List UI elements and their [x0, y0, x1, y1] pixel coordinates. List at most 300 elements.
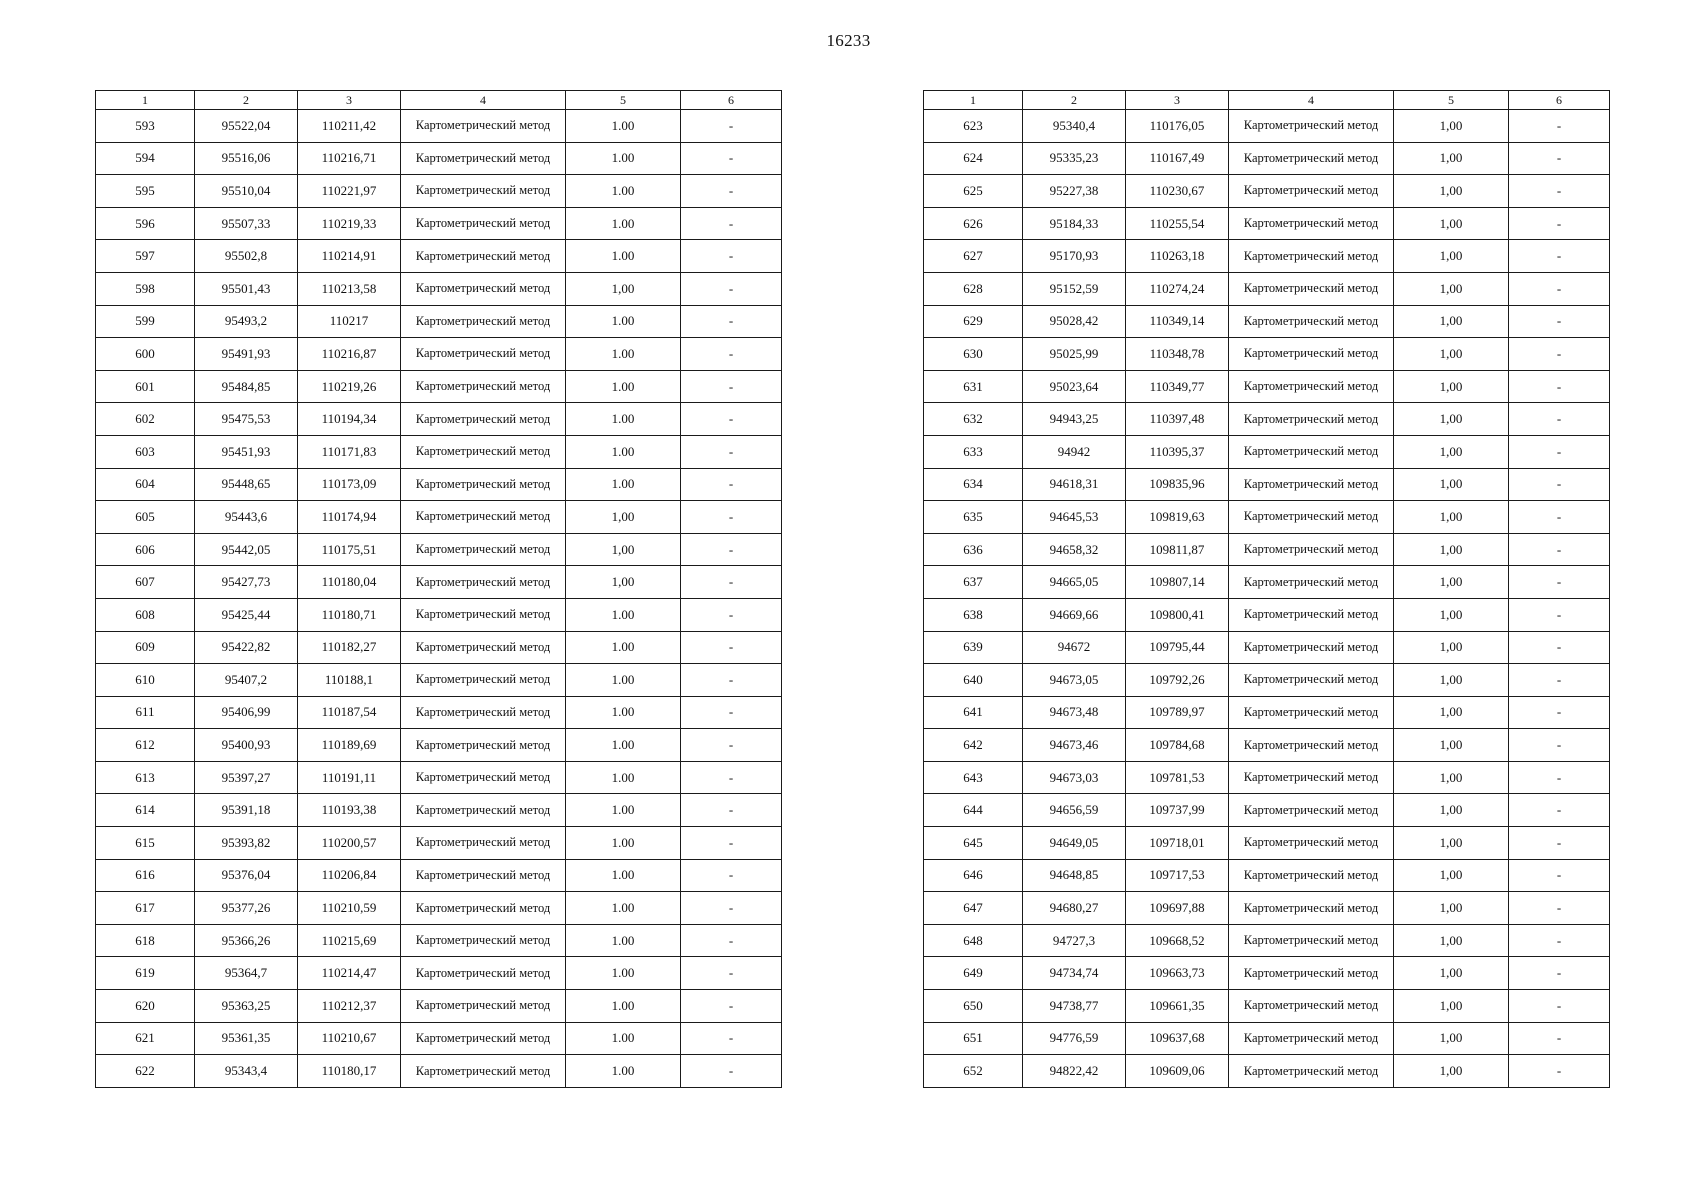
method-cell: Картометрический метод: [401, 240, 566, 273]
method-cell: Картометрический метод: [1229, 272, 1394, 305]
method-cell: Картометрический метод: [1229, 435, 1394, 468]
description-cell: -: [681, 305, 782, 338]
y-coordinate-cell: 109781,53: [1126, 761, 1229, 794]
method-cell: Картометрический метод: [401, 338, 566, 371]
x-coordinate-cell: 94645,53: [1023, 501, 1126, 534]
method-cell: Картометрический метод: [1229, 859, 1394, 892]
description-cell: -: [1509, 696, 1610, 729]
y-coordinate-cell: 109637,68: [1126, 1022, 1229, 1055]
x-coordinate-cell: 95484,85: [195, 370, 298, 403]
description-cell: -: [681, 664, 782, 697]
method-cell: Картометрический метод: [401, 761, 566, 794]
method-cell: Картометрический метод: [1229, 827, 1394, 860]
method-cell: Картометрический метод: [401, 207, 566, 240]
table-row: [924, 924, 1610, 957]
y-coordinate-cell: 110219,26: [298, 370, 401, 403]
accuracy-cell: 1.00: [566, 892, 681, 925]
method-cell: Картометрический метод: [401, 598, 566, 631]
table-row: [924, 566, 1610, 599]
description-cell: -: [1509, 566, 1610, 599]
y-coordinate-cell: 110221,97: [298, 175, 401, 208]
y-coordinate-cell: 110176,05: [1126, 110, 1229, 143]
accuracy-cell: 1.00: [566, 305, 681, 338]
x-coordinate-cell: 95475,53: [195, 403, 298, 436]
method-cell: Картометрический метод: [1229, 370, 1394, 403]
table-row: [924, 272, 1610, 305]
x-coordinate-cell: 95393,82: [195, 827, 298, 860]
method-cell: Картометрический метод: [1229, 598, 1394, 631]
accuracy-cell: 1,00: [1394, 729, 1509, 762]
method-cell: Картометрический метод: [401, 957, 566, 990]
accuracy-cell: 1,00: [1394, 338, 1509, 371]
y-coordinate-cell: 110189,69: [298, 729, 401, 762]
accuracy-cell: 1,00: [1394, 370, 1509, 403]
point-number-cell: 633: [924, 435, 1023, 468]
point-number-cell: 646: [924, 859, 1023, 892]
y-coordinate-cell: 109661,35: [1126, 990, 1229, 1023]
table-row: [96, 664, 782, 697]
x-coordinate-cell: 95227,38: [1023, 175, 1126, 208]
coordinates-table-left: [95, 90, 782, 1088]
accuracy-cell: 1,00: [1394, 566, 1509, 599]
x-coordinate-cell: 95391,18: [195, 794, 298, 827]
column-header: 1: [96, 91, 195, 110]
accuracy-cell: 1.00: [566, 859, 681, 892]
point-number-cell: 650: [924, 990, 1023, 1023]
method-cell: Картометрический метод: [1229, 729, 1394, 762]
accuracy-cell: 1,00: [1394, 207, 1509, 240]
x-coordinate-cell: 95170,93: [1023, 240, 1126, 273]
table-row: [924, 142, 1610, 175]
x-coordinate-cell: 95406,99: [195, 696, 298, 729]
point-number-cell: 593: [96, 110, 195, 143]
description-cell: -: [681, 827, 782, 860]
table-row: [924, 533, 1610, 566]
y-coordinate-cell: 109718,01: [1126, 827, 1229, 860]
x-coordinate-cell: 94665,05: [1023, 566, 1126, 599]
method-cell: Картометрический метод: [1229, 142, 1394, 175]
description-cell: -: [1509, 664, 1610, 697]
x-coordinate-cell: 95343,4: [195, 1055, 298, 1088]
accuracy-cell: 1.00: [566, 664, 681, 697]
description-cell: -: [1509, 240, 1610, 273]
y-coordinate-cell: 110206,84: [298, 859, 401, 892]
point-number-cell: 602: [96, 403, 195, 436]
y-coordinate-cell: 109800,41: [1126, 598, 1229, 631]
x-coordinate-cell: 95501,43: [195, 272, 298, 305]
point-number-cell: 635: [924, 501, 1023, 534]
table-row: [96, 827, 782, 860]
y-coordinate-cell: 110200,57: [298, 827, 401, 860]
x-coordinate-cell: 95407,2: [195, 664, 298, 697]
accuracy-cell: 1,00: [566, 272, 681, 305]
table-row: [96, 761, 782, 794]
method-cell: Картометрический метод: [1229, 664, 1394, 697]
method-cell: Картометрический метод: [1229, 631, 1394, 664]
point-number-cell: 611: [96, 696, 195, 729]
table-row: [96, 729, 782, 762]
y-coordinate-cell: 109668,52: [1126, 924, 1229, 957]
method-cell: Картометрический метод: [1229, 533, 1394, 566]
x-coordinate-cell: 95448,65: [195, 468, 298, 501]
y-coordinate-cell: 110263,18: [1126, 240, 1229, 273]
method-cell: Картометрический метод: [1229, 566, 1394, 599]
table-body-right: [924, 110, 1610, 1088]
method-cell: Картометрический метод: [401, 794, 566, 827]
table-row: [96, 859, 782, 892]
accuracy-cell: 1,00: [1394, 272, 1509, 305]
method-cell: Картометрический метод: [1229, 501, 1394, 534]
table-row: [924, 598, 1610, 631]
accuracy-cell: 1,00: [1394, 990, 1509, 1023]
table-row: [96, 533, 782, 566]
point-number-cell: 639: [924, 631, 1023, 664]
y-coordinate-cell: 110217: [298, 305, 401, 338]
description-cell: -: [1509, 533, 1610, 566]
table-row: [96, 240, 782, 273]
x-coordinate-cell: 94738,77: [1023, 990, 1126, 1023]
description-cell: -: [681, 240, 782, 273]
column-header: 4: [1229, 91, 1394, 110]
table-row: [924, 403, 1610, 436]
y-coordinate-cell: 110212,37: [298, 990, 401, 1023]
point-number-cell: 645: [924, 827, 1023, 860]
accuracy-cell: 1,00: [1394, 240, 1509, 273]
accuracy-cell: 1,00: [1394, 533, 1509, 566]
x-coordinate-cell: 95427,73: [195, 566, 298, 599]
description-cell: -: [1509, 175, 1610, 208]
table-row: [96, 566, 782, 599]
method-cell: Картометрический метод: [1229, 338, 1394, 371]
x-coordinate-cell: 95397,27: [195, 761, 298, 794]
column-header: 4: [401, 91, 566, 110]
accuracy-cell: 1,00: [566, 533, 681, 566]
column-header: 5: [566, 91, 681, 110]
description-cell: -: [1509, 827, 1610, 860]
y-coordinate-cell: 110194,34: [298, 403, 401, 436]
description-cell: -: [681, 207, 782, 240]
y-coordinate-cell: 110180,71: [298, 598, 401, 631]
method-cell: Картометрический метод: [401, 175, 566, 208]
point-number-cell: 615: [96, 827, 195, 860]
point-number-cell: 622: [96, 1055, 195, 1088]
accuracy-cell: 1,00: [1394, 761, 1509, 794]
column-header: 5: [1394, 91, 1509, 110]
method-cell: Картометрический метод: [401, 696, 566, 729]
y-coordinate-cell: 110213,58: [298, 272, 401, 305]
point-number-cell: 612: [96, 729, 195, 762]
x-coordinate-cell: 94734,74: [1023, 957, 1126, 990]
accuracy-cell: 1,00: [566, 566, 681, 599]
description-cell: -: [681, 533, 782, 566]
x-coordinate-cell: 94776,59: [1023, 1022, 1126, 1055]
method-cell: Картометрический метод: [1229, 110, 1394, 143]
accuracy-cell: 1.00: [566, 1055, 681, 1088]
description-cell: -: [1509, 990, 1610, 1023]
method-cell: Картометрический метод: [401, 631, 566, 664]
accuracy-cell: 1.00: [566, 468, 681, 501]
point-number-cell: 647: [924, 892, 1023, 925]
method-cell: Картометрический метод: [401, 501, 566, 534]
description-cell: -: [681, 501, 782, 534]
y-coordinate-cell: 110180,04: [298, 566, 401, 599]
accuracy-cell: 1.00: [566, 110, 681, 143]
x-coordinate-cell: 95443,6: [195, 501, 298, 534]
accuracy-cell: 1.00: [566, 761, 681, 794]
accuracy-cell: 1,00: [1394, 501, 1509, 534]
column-header: 6: [681, 91, 782, 110]
point-number-cell: 608: [96, 598, 195, 631]
method-cell: Картометрический метод: [1229, 924, 1394, 957]
point-number-cell: 634: [924, 468, 1023, 501]
table-row: [924, 729, 1610, 762]
x-coordinate-cell: 94727,3: [1023, 924, 1126, 957]
point-number-cell: 644: [924, 794, 1023, 827]
method-cell: Картометрический метод: [401, 305, 566, 338]
accuracy-cell: 1.00: [566, 696, 681, 729]
table-row: [96, 468, 782, 501]
x-coordinate-cell: 95335,23: [1023, 142, 1126, 175]
method-cell: Картометрический метод: [1229, 207, 1394, 240]
method-cell: Картометрический метод: [401, 729, 566, 762]
point-number-cell: 643: [924, 761, 1023, 794]
accuracy-cell: 1,00: [1394, 1022, 1509, 1055]
description-cell: -: [681, 598, 782, 631]
y-coordinate-cell: 110173,09: [298, 468, 401, 501]
point-number-cell: 594: [96, 142, 195, 175]
point-number-cell: 596: [96, 207, 195, 240]
description-cell: -: [681, 859, 782, 892]
description-cell: -: [1509, 338, 1610, 371]
accuracy-cell: 1.00: [566, 338, 681, 371]
table-row: [96, 175, 782, 208]
point-number-cell: 601: [96, 370, 195, 403]
method-cell: Картометрический метод: [1229, 468, 1394, 501]
x-coordinate-cell: 95510,04: [195, 175, 298, 208]
y-coordinate-cell: 110215,69: [298, 924, 401, 957]
table-row: [96, 403, 782, 436]
description-cell: -: [681, 338, 782, 371]
y-coordinate-cell: 110210,67: [298, 1022, 401, 1055]
point-number-cell: 598: [96, 272, 195, 305]
x-coordinate-cell: 95493,2: [195, 305, 298, 338]
description-cell: -: [1509, 207, 1610, 240]
x-coordinate-cell: 94673,46: [1023, 729, 1126, 762]
method-cell: Картометрический метод: [401, 1055, 566, 1088]
y-coordinate-cell: 110349,14: [1126, 305, 1229, 338]
accuracy-cell: 1,00: [1394, 664, 1509, 697]
y-coordinate-cell: 110397,48: [1126, 403, 1229, 436]
y-coordinate-cell: 110174,94: [298, 501, 401, 534]
description-cell: -: [1509, 957, 1610, 990]
y-coordinate-cell: 110193,38: [298, 794, 401, 827]
method-cell: Картометрический метод: [401, 664, 566, 697]
table-row: [96, 924, 782, 957]
table-row: [96, 338, 782, 371]
description-cell: -: [681, 794, 782, 827]
method-cell: Картометрический метод: [1229, 1055, 1394, 1088]
y-coordinate-cell: 110214,91: [298, 240, 401, 273]
y-coordinate-cell: 110255,54: [1126, 207, 1229, 240]
method-cell: Картометрический метод: [401, 468, 566, 501]
point-number-cell: 637: [924, 566, 1023, 599]
table-row: [924, 631, 1610, 664]
y-coordinate-cell: 110175,51: [298, 533, 401, 566]
description-cell: -: [681, 110, 782, 143]
x-coordinate-cell: 95028,42: [1023, 305, 1126, 338]
x-coordinate-cell: 94648,85: [1023, 859, 1126, 892]
accuracy-cell: 1,00: [1394, 827, 1509, 860]
table-row: [924, 1055, 1610, 1088]
x-coordinate-cell: 95023,64: [1023, 370, 1126, 403]
accuracy-cell: 1,00: [1394, 631, 1509, 664]
description-cell: -: [681, 468, 782, 501]
x-coordinate-cell: 94656,59: [1023, 794, 1126, 827]
table-row: [96, 990, 782, 1023]
point-number-cell: 603: [96, 435, 195, 468]
description-cell: -: [1509, 729, 1610, 762]
y-coordinate-cell: 110348,78: [1126, 338, 1229, 371]
accuracy-cell: 1.00: [566, 240, 681, 273]
accuracy-cell: 1.00: [566, 990, 681, 1023]
description-cell: -: [681, 631, 782, 664]
table-row: [96, 435, 782, 468]
description-cell: -: [681, 1055, 782, 1088]
accuracy-cell: 1.00: [566, 142, 681, 175]
coordinates-table-right: [923, 90, 1610, 1088]
table-header-row: [924, 91, 1610, 110]
method-cell: Картометрический метод: [401, 533, 566, 566]
table-row: [96, 501, 782, 534]
table-row: [96, 272, 782, 305]
accuracy-cell: 1.00: [566, 435, 681, 468]
description-cell: -: [1509, 272, 1610, 305]
y-coordinate-cell: 110216,87: [298, 338, 401, 371]
table-row: [96, 207, 782, 240]
y-coordinate-cell: 110167,49: [1126, 142, 1229, 175]
description-cell: -: [1509, 631, 1610, 664]
x-coordinate-cell: 95364,7: [195, 957, 298, 990]
description-cell: -: [681, 175, 782, 208]
point-number-cell: 613: [96, 761, 195, 794]
method-cell: Картометрический метод: [1229, 403, 1394, 436]
point-number-cell: 625: [924, 175, 1023, 208]
description-cell: -: [681, 696, 782, 729]
x-coordinate-cell: 94673,48: [1023, 696, 1126, 729]
x-coordinate-cell: 94942: [1023, 435, 1126, 468]
method-cell: Картометрический метод: [401, 859, 566, 892]
method-cell: Картометрический метод: [1229, 1022, 1394, 1055]
table-row: [924, 794, 1610, 827]
table-row: [924, 110, 1610, 143]
x-coordinate-cell: 95425,44: [195, 598, 298, 631]
y-coordinate-cell: 110211,42: [298, 110, 401, 143]
table-row: [96, 598, 782, 631]
y-coordinate-cell: 109697,88: [1126, 892, 1229, 925]
point-number-cell: 630: [924, 338, 1023, 371]
column-header: 3: [1126, 91, 1229, 110]
table-row: [96, 1022, 782, 1055]
method-cell: Картометрический метод: [401, 370, 566, 403]
table-row: [96, 370, 782, 403]
method-cell: Картометрический метод: [401, 1022, 566, 1055]
description-cell: -: [681, 761, 782, 794]
description-cell: -: [681, 435, 782, 468]
accuracy-cell: 1.00: [566, 403, 681, 436]
x-coordinate-cell: 95340,4: [1023, 110, 1126, 143]
accuracy-cell: 1,00: [1394, 696, 1509, 729]
y-coordinate-cell: 110210,59: [298, 892, 401, 925]
point-number-cell: 610: [96, 664, 195, 697]
method-cell: Картометрический метод: [1229, 305, 1394, 338]
point-number-cell: 648: [924, 924, 1023, 957]
x-coordinate-cell: 95491,93: [195, 338, 298, 371]
description-cell: -: [1509, 403, 1610, 436]
x-coordinate-cell: 95522,04: [195, 110, 298, 143]
accuracy-cell: 1.00: [566, 794, 681, 827]
description-cell: -: [1509, 305, 1610, 338]
accuracy-cell: 1.00: [566, 924, 681, 957]
point-number-cell: 597: [96, 240, 195, 273]
y-coordinate-cell: 109737,99: [1126, 794, 1229, 827]
point-number-cell: 616: [96, 859, 195, 892]
point-number-cell: 652: [924, 1055, 1023, 1088]
accuracy-cell: 1,00: [1394, 468, 1509, 501]
accuracy-cell: 1,00: [566, 501, 681, 534]
x-coordinate-cell: 95507,33: [195, 207, 298, 240]
description-cell: -: [681, 990, 782, 1023]
x-coordinate-cell: 94673,05: [1023, 664, 1126, 697]
accuracy-cell: 1,00: [1394, 110, 1509, 143]
method-cell: Картометрический метод: [401, 272, 566, 305]
description-cell: -: [681, 924, 782, 957]
column-header: 1: [924, 91, 1023, 110]
x-coordinate-cell: 95184,33: [1023, 207, 1126, 240]
table-row: [96, 305, 782, 338]
y-coordinate-cell: 109795,44: [1126, 631, 1229, 664]
accuracy-cell: 1.00: [566, 631, 681, 664]
x-coordinate-cell: 95363,25: [195, 990, 298, 1023]
y-coordinate-cell: 110219,33: [298, 207, 401, 240]
table-body-left: [96, 110, 782, 1088]
point-number-cell: 605: [96, 501, 195, 534]
description-cell: -: [681, 566, 782, 599]
table-row: [924, 468, 1610, 501]
point-number-cell: 609: [96, 631, 195, 664]
method-cell: Картометрический метод: [401, 924, 566, 957]
accuracy-cell: 1.00: [566, 175, 681, 208]
table-row: [924, 338, 1610, 371]
table-row: [924, 957, 1610, 990]
y-coordinate-cell: 109835,96: [1126, 468, 1229, 501]
y-coordinate-cell: 109811,87: [1126, 533, 1229, 566]
method-cell: Картометрический метод: [401, 990, 566, 1023]
point-number-cell: 623: [924, 110, 1023, 143]
method-cell: Картометрический метод: [401, 827, 566, 860]
accuracy-cell: 1,00: [1394, 924, 1509, 957]
table-row: [96, 1055, 782, 1088]
y-coordinate-cell: 109663,73: [1126, 957, 1229, 990]
method-cell: Картометрический метод: [1229, 175, 1394, 208]
point-number-cell: 628: [924, 272, 1023, 305]
accuracy-cell: 1.00: [566, 729, 681, 762]
column-header: 3: [298, 91, 401, 110]
x-coordinate-cell: 94672: [1023, 631, 1126, 664]
method-cell: Картометрический метод: [401, 142, 566, 175]
point-number-cell: 641: [924, 696, 1023, 729]
x-coordinate-cell: 94673,03: [1023, 761, 1126, 794]
description-cell: -: [681, 892, 782, 925]
